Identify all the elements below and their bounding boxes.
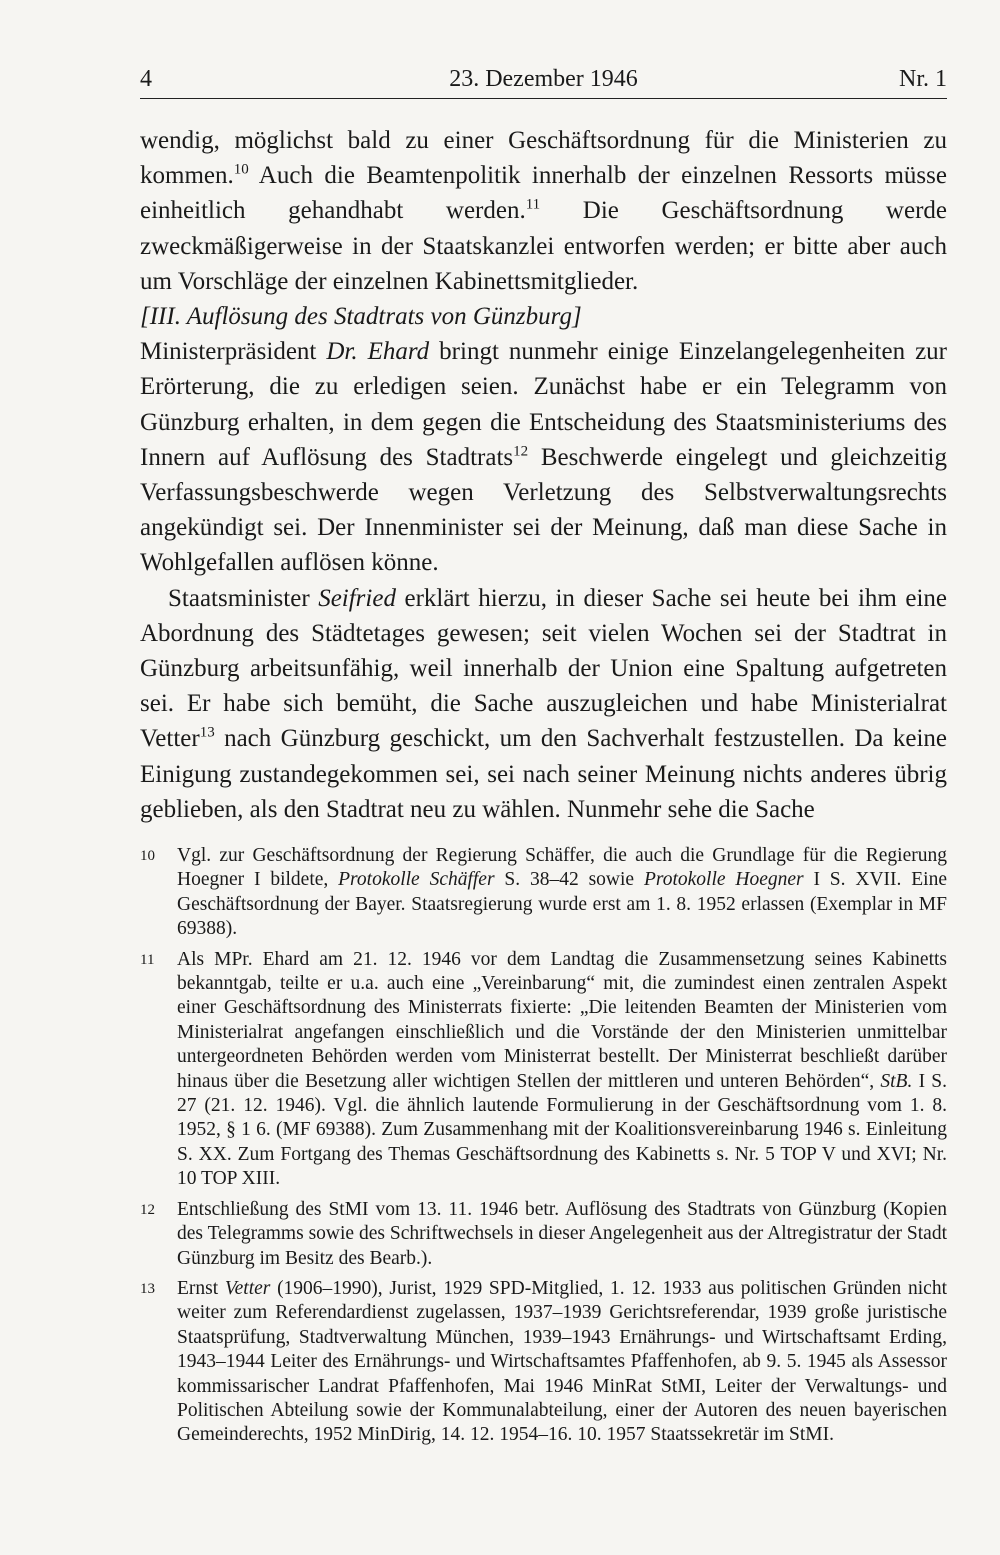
footnote-number: 10 — [140, 848, 155, 864]
person-name: Seifried — [318, 584, 396, 612]
text-run: I S. 27 (21. 12. 1946). Vgl. die ähnlich lautende Formulierung in der Geschäftsordnung vom 1. 8. 1952, § 1 6. (MF 69388). Zum Zusammenhang mit der Koalitionsvereinbarung 1946 s. Einleitung S. XX. Zum Fortgang des Themas Geschäftsordnung des Kabinetts s. Nr. 5 TOP V und XVI; Nr. 10 TOP XIII. — [177, 1070, 948, 1190]
citation-title: Protokolle Schäffer — [338, 869, 495, 891]
footnote-number: 12 — [140, 1201, 155, 1218]
header-date: 23. Dezember 1946 — [449, 66, 638, 92]
text-run: bringt nunmehr einige Einzelangelegenheiten zur Erörterung, die zu erledigen seien. Zunächst habe er ein Telegramm von Günzburg erhalten, in dem gegen die Entscheidung des Staatsministeriums des Innern auf Auflösung des Stadtrats — [140, 338, 948, 471]
footnotes — [140, 844, 947, 1454]
paragraph-seifried — [140, 581, 947, 827]
footnote-ref-12[interactable]: 12 — [513, 443, 529, 460]
footnote-number: 11 — [140, 951, 155, 968]
footnote-13 — [140, 1277, 947, 1448]
text-run: Als MPr. Ehard am 21. 12. 1946 vor dem Landtag die Zusammensetzung seines Kabinetts bekanntgab, teilte er u.a. auch eine „Vereinbarung“ mit, die zumindest einen zentralen Aspekt einer Geschäftsordnung des Ministerrats fixierte: „Die leitenden Beamten der Ministerien vom Ministerialrat angefangen einschließlich und die Vorstände der den Ministerien unmittelbar untergeordneten Behörden werden vom Ministerrat bestellt. Der Ministerrat beschließt darüber hinaus über die Besetzung aller wichtigen Stellen der mittleren und unteren Behörden“, — [177, 948, 947, 1092]
section-heading: [III. Auflösung des Stadtrats von Günzburg] — [140, 303, 582, 331]
footnote-ref-11[interactable]: 11 — [525, 197, 541, 214]
text-run: S. 38–42 sowie — [494, 869, 644, 891]
footnote-11 — [140, 948, 947, 1192]
text-run: Entschließung des StMI vom 13. 11. 1946 betr. Auflösung des Stadtrats von Günzburg (Kopien des Telegramms sowie des Schriftwechsels in dieser Angelegenheit aus der Altregistratur der Stadt Günzburg im Besitz des Bearb.). — [177, 1198, 947, 1269]
paragraph-ehard — [140, 334, 947, 580]
text-run: Die Geschäftsordnung werde zweckmäßigerweise in der Staatskanzlei entworfen werden; er bitte aber auch um Vorschläge der einzelnen Kabinettsmitglieder. — [140, 197, 947, 295]
footnote-number: 13 — [140, 1280, 155, 1297]
text-run: wendig, möglichst bald zu einer Geschäftsordnung für die Ministerien zu kommen. — [140, 127, 947, 190]
text-run: Ministerpräsident — [140, 338, 327, 366]
text-run: (1906–1990), Jurist, 1929 SPD-Mitglied, 1. 12. 1933 aus politischen Gründen nicht weiter zum Referendardienst zugelassen, 1937–1939 Gerichtsreferendar, 1939 große juristische Staatsprüfung, Stadtverwaltung München, 1939–1943 Ernährungs- und Wirtschaftsamt Erding, 1943–1944 Leiter des Ernährungs- und Wirtschaftsamtes Pfaffenhofen, ab 9. 5. 1945 als Assessor kommissarischer Landrat Pfaffenhofen, Mai 1946 MinRat StMI, Leiter der Verwaltungs- und Politischen Abteilung sowie der Kommunalabteilung, einer der Autoren des neuen bayerischen Gemeinderechts, 1952 MinDirig, 14. 12. 1954–16. 10. 1957 Staatssekretär im StMI. — [177, 1277, 947, 1446]
footnote-12 — [140, 1198, 947, 1271]
page-number: 4 — [140, 66, 152, 92]
text-run: I S. XVII. Eine Geschäftsordnung der Bayer. Staatsregierung wurde erst am 1. 8. 1952 erlassen (Exemplar in MF 69388). — [177, 869, 947, 940]
footnote-ref-13[interactable]: 13 — [199, 725, 215, 742]
text-run: Beschwerde eingelegt und gleichzeitig Verfassungsbeschwerde wegen Verletzung des Selbstverwaltungsrechts angekündigt sei. Der Innenminister sei der Meinung, daß man diese Sache in Wohlgefallen auflösen könne. — [140, 443, 947, 577]
footnote-10 — [140, 844, 947, 942]
paragraph-continued — [140, 123, 947, 299]
page-header — [140, 66, 947, 99]
document-number: Nr. 1 — [899, 66, 947, 92]
text-run: nach Günzburg geschickt, um den Sachverhalt festzustellen. Da keine Einigung zustandegekommen sei, sei nach seiner Meinung nichts anderes übrig geblieben, als den Stadtrat neu zu wählen. Nunmehr sehe die Sache — [140, 725, 947, 823]
text-run: erklärt hierzu, in dieser Sache sei heute bei ihm eine Abordnung des Städtetages gewesen; seit vielen Wochen sei der Stadtrat in Günzburg arbeitsunfähig, weil innerhalb der Union eine Spaltung aufgetreten sei. Er habe sich bemüht, die Sache auszugleichen und habe Ministerialrat Vetter — [140, 584, 947, 753]
text-run: Ernst — [177, 1277, 225, 1299]
footnote-ref-10[interactable]: 10 — [233, 161, 249, 178]
person-name: Dr. Ehard — [326, 338, 430, 366]
text-run: Auch die Beamtenpolitik innerhalb der einzelnen Ressorts müsse einheitlich gehandhabt werden. — [140, 162, 947, 225]
citation-title: StB. — [880, 1070, 913, 1092]
text-run: Vgl. zur Geschäftsordnung der Regierung Schäffer, die auch die Grundlage für die Regierung Hoegner I bildete, — [177, 845, 947, 891]
text-run: Staatsminister — [168, 584, 319, 612]
main-text — [140, 123, 947, 827]
citation-title: Protokolle Hoegner — [643, 869, 804, 891]
person-name: Vetter — [224, 1277, 271, 1299]
